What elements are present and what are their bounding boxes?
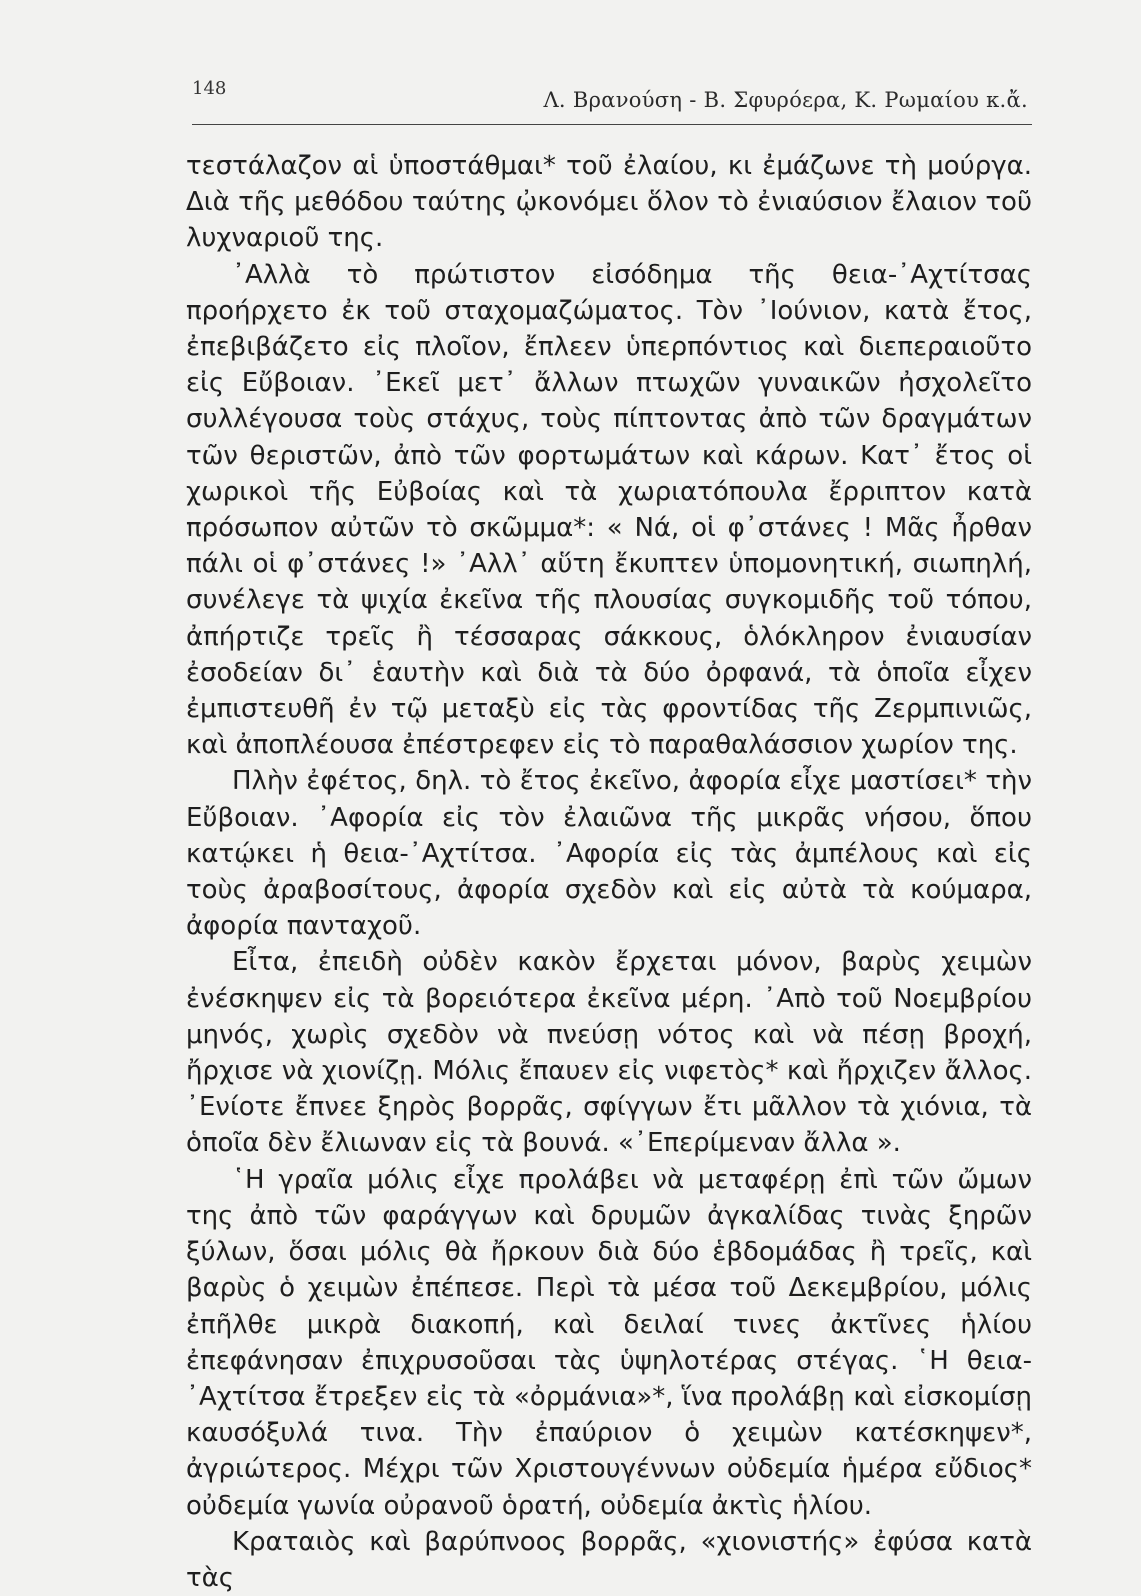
paragraph: Πλὴν ἐφέτος, δηλ. τὸ ἔτος ἐκεῖνο, ἀφορία εἶχε μαστίσει* τὴν Εὔβοιαν. ᾿Αφορία εἰς τὸν ἐλαιῶνα τῆς μικρᾶς νήσου, ὅπου κατῴκει ἡ θεια-᾿Αχτίτσα. ᾿Αφορία εἰς τὰς ἀμπέλους καὶ εἰς τοὺς ἀραβοσίτους, ἀφορία σχεδὸν καὶ εἰς αὐτὰ τὰ κούμαρα, ἀφορία πανταχοῦ. (186, 766, 1032, 942)
paragraph: ᾿Αλλὰ τὸ πρώτιστον εἰσόδημα τῆς θεια-᾿Αχτίτσας προήρχετο ἐκ τοῦ σταχομαζώματος. Τὸν ᾿Ιούνιον, κατὰ ἔτος, ἐπεβιβάζετο εἰς πλοῖον, ἔπλεεν ὑπερπόντιος καὶ διεπεραιοῦτο εἰς Εὔβοιαν. ᾿Εκεῖ μετ᾿ ἄλλων πτωχῶν γυναικῶν ἠσχολεῖτο συλλέγουσα τοὺς στάχυς, τοὺς πίπτοντας ἀπὸ τῶν δραγμάτων τῶν θεριστῶν, ἀπὸ τῶν φορτωμάτων καὶ κάρων. Κατ᾿ ἔτος οἱ χωρικοὶ τῆς Εὐβοίας καὶ τὰ χωριατόπουλα ἔρριπτον κατὰ πρόσωπον αὐτῶν τὸ σκῶμμα*: « Νά, οἱ φ᾿στάνες ! Μᾶς ἦρθαν πάλι οἱ φ᾿στάνες !» ᾿Αλλ᾿ αὕτη ἔκυπτεν ὑπομονητική, σιωπηλή, συνέλεγε τὰ ψιχία ἐκεῖνα τῆς πλουσίας συγκομιδῆς τοῦ τόπου, ἀπήρτιζε τρεῖς ἢ τέσσαρας σάκκους, ὁλόκληρον ἐνιαυσίαν ἐσοδείαν δι᾿ ἑαυτὴν καὶ διὰ τὰ δύο ὀρφανά, τὰ ὁποῖα εἶχεν ἐμπιστευθῆ ἐν τῷ μεταξὺ εἰς τὰς φροντίδας τῆς Ζερμπινιῶς, καὶ ἀποπλέουσα ἐπέστρεφεν εἰς τὸ παραθαλάσσιον χωρίον της. (186, 259, 1032, 761)
page-number: 148 (192, 78, 227, 99)
running-head: Λ. Βρανούση - Β. Σφυρόερα, Κ. Ρωμαίου κ.ἄ. (543, 88, 1028, 112)
body-text (186, 148, 1032, 1596)
page-header (192, 78, 1032, 126)
paragraph-continuation: τεστάλαζον αἱ ὑποστάθμαι* τοῦ ἐλαίου, κι ἐμάζωνε τὴ μούργα. Διὰ τῆς μεθόδου ταύτης ᾠκονόμει ὅλον τὸ ἐνιαύσιον ἔλαιον τοῦ λυχναριοῦ της. (186, 151, 1032, 254)
header-rule (192, 124, 1032, 125)
paragraph: ῾Η γραῖα μόλις εἶχε προλάβει νὰ μεταφέρῃ ἐπὶ τῶν ὤμων της ἀπὸ τῶν φαράγγων καὶ δρυμῶν ἀγκαλίδας τινὰς ξηρῶν ξύλων, ὅσαι μόλις θὰ ἤρκουν διὰ δύο ἑβδομάδας ἢ τρεῖς, καὶ βαρὺς ὁ χειμὼν ἐπέπεσε. Περὶ τὰ μέσα τοῦ Δεκεμβρίου, μόλις ἐπῆλθε μικρὰ διακοπή, καὶ δειλαί τινες ἀκτῖνες ἡλίου ἐπεφάνησαν ἐπιχρυσοῦσαι τὰς ὑψηλοτέρας στέγας. ῾Η θεια-᾿Αχτίτσα ἔτρεξεν εἰς τὰ «ὀρμάνια»*, ἵνα προλάβῃ καὶ εἰσκομίσῃ καυσόξυλά τινα. Τὴν ἐπαύριον ὁ χειμὼν κατέσκηψεν*, ἀγριώτερος. Μέχρι τῶν Χριστουγέννων οὐδεμία ἡμέρα εὔδιος* οὐδεμία γωνία οὐρανοῦ ὁρατή, οὐδεμία ἀκτὶς ἡλίου. (186, 1164, 1032, 1521)
paragraph: Κραταιὸς καὶ βαρύπνοος βορρᾶς, «χιονιστής» ἐφύσα κατὰ τὰς (186, 1526, 1032, 1593)
paragraph: Εἶτα, ἐπειδὴ οὐδὲν κακὸν ἔρχεται μόνον, βαρὺς χειμὼν ἐνέσκηψεν εἰς τὰ βορειότερα ἐκεῖνα μέρη. ᾿Απὸ τοῦ Νοεμβρίου μηνός, χωρὶς σχεδὸν νὰ πνεύσῃ νότος καὶ νὰ πέσῃ βροχή, ἤρχισε νὰ χιονίζῃ. Μόλις ἔπαυεν εἰς νιφετὸς* καὶ ἤρχιζεν ἄλλος. ᾿Ενίοτε ἔπνεε ξηρὸς βορρᾶς, σφίγγων ἔτι μᾶλλον τὰ χιόνια, τὰ ὁποῖα δὲν ἔλιωναν εἰς τὰ βουνά. «᾿Επερίμεναν ἄλλα ». (186, 947, 1032, 1159)
